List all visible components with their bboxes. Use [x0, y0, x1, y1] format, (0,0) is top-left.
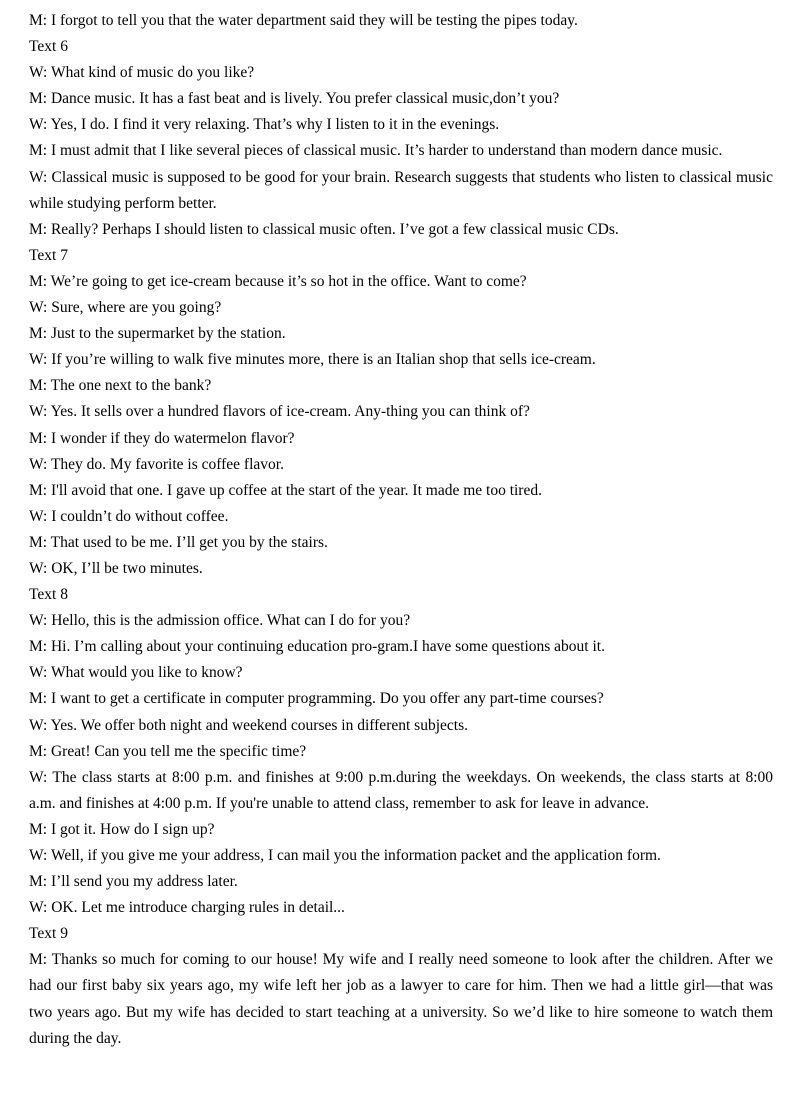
dialogue-line: W: Hello, this is the admission office. What can I do for you?: [29, 612, 411, 630]
dialogue-paragraph: W: Classical music is supposed to be good for your brain. Research suggests that students who listen to classical music while studying perform better.: [29, 168, 773, 212]
dialogue-line: W: Yes. We offer both night and weekend courses in different subjects.: [29, 716, 468, 734]
dialogue-line: W: What kind of music do you like?: [29, 64, 255, 82]
dialogue-paragraph: W: The class starts at 8:00 p.m. and finishes at 9:00 p.m.during the weekdays. On weekends, the class starts at 8:00 a.m. and finishes at 4:00 p.m. If you're unable to attend class, remember to ask for leave in advance.: [29, 768, 773, 812]
dialogue-line: M: I wonder if they do watermelon flavor?: [29, 429, 295, 447]
dialogue-line: M: We’re going to get ice-cream because it’s so hot in the office. Want to come?: [29, 272, 527, 290]
section-heading-text-6: Text 6: [29, 38, 68, 56]
dialogue-line: M: I got it. How do I sign up?: [29, 820, 215, 838]
dialogue-line: W: Yes. It sells over a hundred flavors of ice-cream. Any-thing you can think of?: [29, 403, 530, 421]
dialogue-line: M: Dance music. It has a fast beat and is lively. You prefer classical music,don’t you?: [29, 90, 560, 108]
dialogue-line: W: I couldn’t do without coffee.: [29, 507, 229, 525]
section-heading-text-9: Text 9: [29, 925, 68, 943]
dialogue-line: W: What would you like to know?: [29, 664, 243, 682]
dialogue-line: W: Yes, I do. I find it very relaxing. That’s why I listen to it in the evenings.: [29, 116, 500, 134]
dialogue-line: M: Really? Perhaps I should listen to classical music often. I’ve got a few classical music CDs.: [29, 220, 619, 238]
dialogue-line: M: That used to be me. I’ll get you by the stairs.: [29, 533, 328, 551]
section-heading-text-8: Text 8: [29, 586, 68, 604]
dialogue-line: W: If you’re willing to walk five minutes more, there is an Italian shop that sells ice-cream.: [29, 351, 596, 369]
dialogue-line: M: I want to get a certificate in computer programming. Do you offer any part-time courses?: [29, 690, 604, 708]
document-page: [29, 8, 773, 1052]
dialogue-line: M: I must admit that I like several pieces of classical music. It’s harder to understand than modern dance music.: [29, 142, 723, 160]
dialogue-line: M: Just to the supermarket by the station.: [29, 325, 286, 343]
dialogue-line: W: They do. My favorite is coffee flavor.: [29, 455, 284, 473]
dialogue-line: M: I'll avoid that one. I gave up coffee at the start of the year. It made me too tired.: [29, 481, 542, 499]
dialogue-line: W: OK. Let me introduce charging rules in detail...: [29, 899, 345, 917]
dialogue-line: M: Great! Can you tell me the specific time?: [29, 742, 307, 760]
dialogue-paragraph: M: Thanks so much for coming to our house! My wife and I really need someone to look after the children. After we had our first baby six years ago, my wife left her job as a lawyer to care for him. Then we had a little girl—that was two years ago. But my wife has decided to start teaching at a university. So we’d like to hire someone to watch them during the day.: [29, 951, 773, 1047]
dialogue-line: W: Well, if you give me your address, I can mail you the information packet and the application form.: [29, 847, 661, 864]
section-heading-text-7: Text 7: [29, 246, 68, 264]
dialogue-line: M: Hi. I’m calling about your continuing education pro-gram.I have some questions about it.: [29, 638, 605, 656]
dialogue-line: M: I forgot to tell you that the water department said they will be testing the pipes today.: [29, 12, 578, 29]
dialogue-line: M: The one next to the bank?: [29, 377, 212, 395]
dialogue-line: W: OK, I’ll be two minutes.: [29, 559, 203, 577]
dialogue-line: M: I’ll send you my address later.: [29, 873, 238, 891]
dialogue-line: W: Sure, where are you going?: [29, 299, 222, 317]
